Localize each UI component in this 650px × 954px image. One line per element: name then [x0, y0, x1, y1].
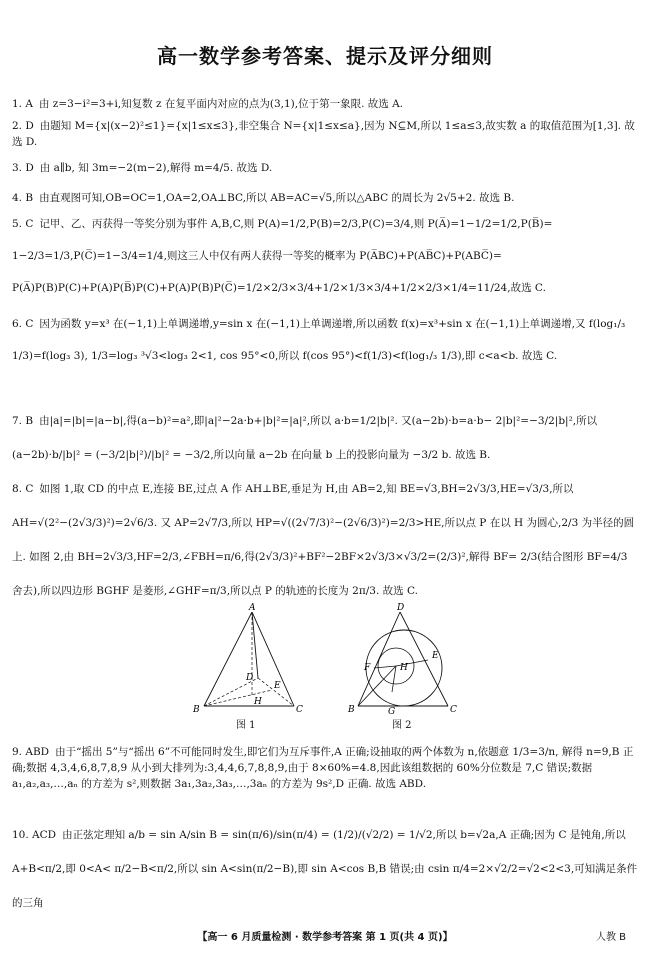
footer-page-info: 【高一 6 月质量检测 · 数学参考答案 第 1 页(共 4 页)】	[197, 932, 453, 943]
point-D: D	[246, 673, 254, 683]
answer-label: 5. C	[12, 218, 34, 230]
answer-label: 2. D	[12, 120, 34, 132]
point-G: G	[388, 707, 396, 717]
answer-label: 6. C	[12, 318, 34, 330]
answer-label: 10. ACD	[12, 829, 57, 841]
point-E: E	[274, 681, 281, 691]
answer-label: 7. B	[12, 415, 34, 427]
point-H: H	[400, 663, 408, 673]
figure-2-circle	[344, 602, 464, 720]
answer-10	[12, 818, 638, 920]
figures	[0, 600, 650, 730]
answer-label: 3. D	[12, 162, 34, 174]
point-A: A	[249, 603, 256, 613]
answer-label: 1. A	[12, 98, 33, 110]
answer-label: 8. C	[12, 483, 34, 495]
figure-2-caption: 图 2	[392, 720, 412, 731]
answer-text: 由题知 M={x|(x−2)²≤1}={x|1≤x≤3},非空集合 N={x|1≤x≤a},因为 N⊆M,所以 1≤a≤3,故实数 a 的取值范围为[1,3]. 故选 D.	[12, 120, 635, 148]
answer-4	[12, 190, 638, 206]
answer-8	[12, 472, 638, 608]
answer-text: 由于“摇出 5”与“摇出 6”不可能同时发生,即它们为互斥事件,A 正确;设抽取的两个体数为 n,依题意 1/3=3/n, 解得 n=9,B 正确;数据 4,3,4,6,8,7,8,9 从小到大排列为:3,4,4,6,7,8,8,9,由于 8×60%=4.8,因此该组数据的 60%分位数是 7,C 错误;数据 a₁,a₂,a₃,…,aₙ 的方差为 s²,则数据 3a₁,3a₂,3a₃,…,3aₙ 的方差为 9s²,D 正确. 故选 ABD.	[12, 746, 634, 790]
figure-1-tetrahedron	[188, 602, 308, 720]
answer-7	[12, 404, 638, 472]
point-B: B	[348, 705, 355, 715]
point-B: B	[193, 705, 200, 715]
answer-1	[12, 96, 638, 112]
answer-6	[12, 308, 638, 372]
point-C: C	[296, 705, 303, 715]
point-E: E	[432, 651, 439, 661]
answer-5	[12, 208, 638, 304]
answer-label: 9. ABD	[12, 746, 50, 758]
answer-text: 由|a|=|b|=|a−b|,得(a−b)²=a²,即|a|²−2a·b+|b|²=|a|²,所以 a·b=1/2|b|². 又(a−2b)·b=a·b− 2|b|²=−3/2|b|²,所以 (a−2b)·b/|b|² = (−3/2|b|²)/|b|² = −3/2,所以向量 a−2b 在向量 b 上的投影向量为 −3/2 b. 故选 B.	[12, 415, 598, 461]
figure-1-caption: 图 1	[236, 720, 256, 731]
answer-label: 4. B	[12, 192, 34, 204]
answer-text: 如图 1,取 CD 的中点 E,连接 BE,过点 A 作 AH⊥BE,垂足为 H,由 AB=2,知 BE=√3,BH=2√3/3,HE=√3/3,所以 AH=√(2²−(2√3/3)²)=2√6/3. 又 AP=2√7/3,所以 HP=√((2√7/3)²−(2√6/3)²)=2/3>HE,所以点 P 在以 H 为圆心,2/3 为半径的圆上. 如图 2,由 BH=2√3/3,HF=2/3,∠FBH=π/6,得(2√3/3)²+BF²−2BF×2√3/3×√3/2=(2/3)²,解得 BF= 2/3(结合图形 BF=4/3 舍去),所以四边形 BGHF 是菱形,∠GHF=π/3,所以点 P 的轨迹的长度为 2π/3. 故选 C.	[12, 483, 635, 597]
footer-edition: 人教 B	[595, 932, 626, 943]
answer-text: 记甲、乙、丙获得一等奖分别为事件 A,B,C,则 P(A)=1/2,P(B)=2/3,P(C)=3/4,则 P(A̅)=1−1/2=1/2,P(B̅)= 1−2/3=1/3,P(C̅)=1−3/4=1/4,则这三人中仅有两人获得一等奖的概率为 P(A̅BC)+P(AB̅C)+P(ABC̅)= P(A̅)P(B)P(C)+P(A)P(B̅)P(C)+P(A)P(B)P(C̅)=1/2×2/3×3/4+1/2×1/3×3/4+1/2×2/3×1/4=11/24,故选 C.	[12, 218, 553, 294]
answer-9	[12, 744, 638, 792]
answer-text: 由直观图可知,OB=OC=1,OA=2,OA⊥BC,所以 AB=AC=√5,所以△ABC 的周长为 2√5+2. 故选 B.	[39, 192, 515, 204]
answer-text: 因为函数 y=x³ 在(−1,1)上单调递增,y=sin x 在(−1,1)上单调递增,所以函数 f(x)=x³+sin x 在(−1,1)上单调递增,又 f(log₁/₃ 1/3)=f(log₃ 3), 1/3=log₃ ³√3<log₃ 2<1, cos 95°<0,所以 f(cos 95°)<f(1/3)<f(log₁/₃ 1/3),即 c<a<b. 故选 C.	[12, 318, 626, 362]
answer-text: 由 a∥b, 知 3m=−2(m−2),解得 m=4/5. 故选 D.	[39, 162, 273, 174]
answer-3	[12, 160, 638, 176]
answer-text: 由 z=3−i²=3+i,知复数 z 在复平面内对应的点为(3,1),位于第一象限. 故选 A.	[38, 98, 404, 110]
point-F: F	[364, 663, 371, 673]
point-D: D	[397, 603, 405, 613]
page-title: 高一数学参考答案、提示及评分细则	[157, 44, 493, 68]
answer-text: 由正弦定理知 a/b = sin A/sin B = sin(π/6)/sin(π/4) = (1/2)/(√2/2) = 1/√2,所以 b=√2a,A 正确;因为 C 是钝角,所以 A+B<π/2,即 0<A< π/2−B<π/2,所以 sin A<sin(π/2−B),即 sin A<cos B,B 错误;由 csin π/4=2×√2/2=√2<2<3,可知满足条件的三角	[12, 829, 638, 909]
point-C: C	[450, 705, 457, 715]
point-H: H	[254, 697, 262, 707]
answer-2	[12, 118, 638, 150]
